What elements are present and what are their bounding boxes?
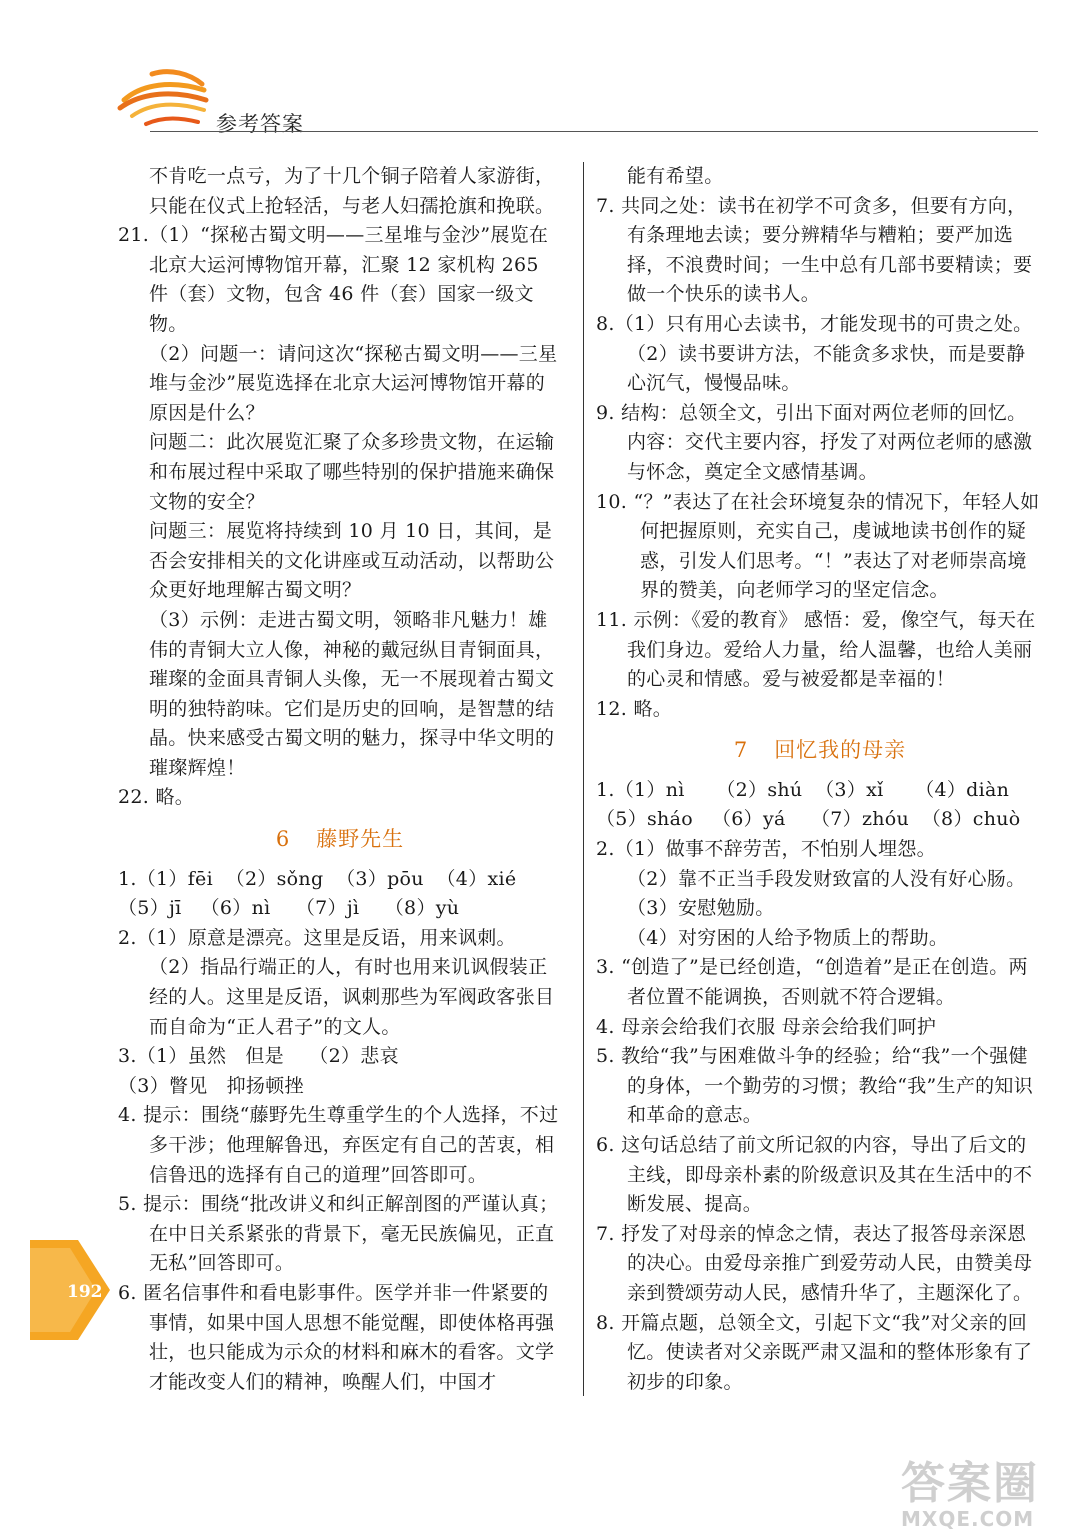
header-rule — [150, 131, 1038, 132]
answer-7-7: 7. 抒发了对母亲的悼念之情，表达了报答母亲深恩的决心。由爱母亲推广到爱劳动人民，由赞美母亲到赞颂劳动人民，感情升华了，主题深化了。 — [596, 1222, 1033, 1304]
answer-7-4: 4. 母亲会给我们衣服 母亲会给我们呵护 — [596, 1015, 937, 1038]
answer-6-8: 8.（1）只有用心去读书，才能发现书的可贵之处。 （2）读书要讲方法，不能贪多求快，而是要静心沉气，慢慢品味。 — [596, 312, 1033, 395]
answer-7-5: 5. 教给“我”与困难做斗争的经验；给“我”一个强健的身体，一个勤劳的习惯；教给“我”生产的知识和革命的意志。 — [596, 1045, 1034, 1127]
header-title: 参考答案 — [216, 112, 304, 136]
page-number: 192 — [67, 1282, 103, 1302]
answer-22: 22. 略。 — [118, 786, 195, 809]
answer-7-1: 1.（1）nì （2）shú （3）xǐ （4）diàn （5）sháo （6）yá （7）zhóu （8）chuò — [596, 778, 1021, 831]
answer-20-continued: 不肯吃一点亏，为了十几个铜子陪着人家游街，只能在仪式上抢轻活，与老人妇孺抢旗和挽联。 — [149, 165, 555, 217]
answer-7-3: 3. “创造了”是已经创造，“创造着”是正在创造。两者位置不能调换，否则就不符合逻辑。 — [596, 956, 1028, 1009]
book-logo-icon — [112, 62, 212, 132]
answer-6-10: 10. “？”表达了在社会环境复杂的情况下，年轻人如何把握原则，充实自己，虔诚地读书创作的疑惑，引发人们思考。“！”表达了对老师崇高境界的赞美，向老师学习的坚定信念。 — [596, 490, 1040, 602]
right-column — [596, 162, 1044, 1397]
answer-6-6: 6. 匿名信事件和看电影事件。医学并非一件紧要的事情，如果中国人思想不能觉醒，即使体格再强壮，也只能成为示众的材料和麻木的看客。文学才能改变人们的精神，唤醒人们，中国才 — [118, 1281, 555, 1393]
answer-6-11: 11. 示例：《爱的教育》 感悟：爱，像空气，每天在我们身边。爱给人力量，给人温馨，也给人美丽的心灵和情感。爱与被爱都是幸福的！ — [596, 608, 1036, 691]
answer-6-2: 2.（1）原意是漂亮。这里是反语，用来讽刺。 （2）指品行端正的人，有时也用来讥讽假装正经的人。这里是反语，讽刺那些为军阀政客张目而自命为“正人君子”的文人。 — [118, 926, 555, 1038]
answer-7-2: 2.（1）做事不辞劳苦，不怕别人埋怨。 （2）靠不正当手段发财致富的人没有好心肠。 （3）安慰勉励。 （4）对穷困的人给予物质上的帮助。 — [596, 838, 1026, 949]
column-divider — [583, 162, 584, 1396]
answer-7-6: 6. 这句话总结了前文所记叙的内容，导出了后文的主线，即母亲朴素的阶级意识及其在生活中的不断发展、提高。 — [596, 1134, 1033, 1216]
answer-6-5: 5. 提示：围绕“批改讲义和纠正解剖图的严谨认真；在中日关系紧张的背景下，毫无民族偏见，正直无私”回答即可。 — [118, 1193, 559, 1275]
watermark: 答案圈 MXQE.COM — [901, 1458, 1039, 1531]
answer-6-12: 12. 略。 — [596, 697, 673, 720]
section-6-title: 6 藤野先生 — [275, 827, 405, 852]
answer-6-1: 1.（1）fēi （2）sǒng （3）pōu （4）xié （5）jī （6）nì （7）jì （8）yù — [118, 867, 517, 920]
answer-6-3: 3.（1）虽然 但是 （2）悲哀 （3）瞥见 抑扬顿挫 — [118, 1045, 399, 1097]
answer-7-8: 8. 开篇点题，总领全文，引起下文“我”对父亲的回忆。使读者对父亲既严肃又温和的整体形象有了初步的印象。 — [596, 1311, 1033, 1393]
answer-6-4: 4. 提示：围绕“藤野先生尊重学生的个人选择，不过多干涉；他理解鲁迅，弃医定有自己的苦衷，相信鲁迅的选择有自己的道理”回答即可。 — [118, 1104, 559, 1186]
left-column — [118, 162, 562, 1397]
answer-21: 21.（1）“探秘古蜀文明——三星堆与金沙”展览在北京大运河博物馆开幕，汇聚 12 家机构 265 件（套）文物，包含 46 件（套）国家一级文物。 （2）问题一：请问这次“探秘古蜀文明——三星堆与金沙”展览选择在北京大运河博物馆开幕的原因是什么？ 问题二：此次展览汇聚了众多珍贵文物，在运输和布展过程中采取了哪些特别的保护措施来确保文物的安全？ 问题三：展览将持续到 10 月 10 日，其间，是否会安排相关的文化讲座或互动活动，以帮助公众更好地理解古蜀文明？ （3）示例：走进古蜀文明，领略非凡魅力！雄伟的青铜大立人像，神秘的戴冠纵目青铜面具，璀璨的金面具青铜人头像，无一不展现着古蜀文明的独特韵味。它们是历史的回响，是智慧的结晶。快来感受古蜀文明的魅力，探寻中华文明的璀璨辉煌！ — [118, 224, 558, 779]
section-7-title: 7 回忆我的母亲 — [733, 738, 907, 763]
answer-6-9: 9. 结构：总领全文，引出下面对两位老师的回忆。 内容：交代主要内容，抒发了对两位老师的感激与怀念，奠定全文感情基调。 — [596, 401, 1033, 483]
answer-6-7: 7. 共同之处：读书在初学不可贪多，但要有方向，有条理地去读；要分辨精华与糟粕；要严加选择，不浪费时间；一生中总有几部书要精读；要做一个快乐的读书人。 — [596, 194, 1033, 306]
answer-6-6-continued: 能有希望。 — [627, 165, 724, 187]
